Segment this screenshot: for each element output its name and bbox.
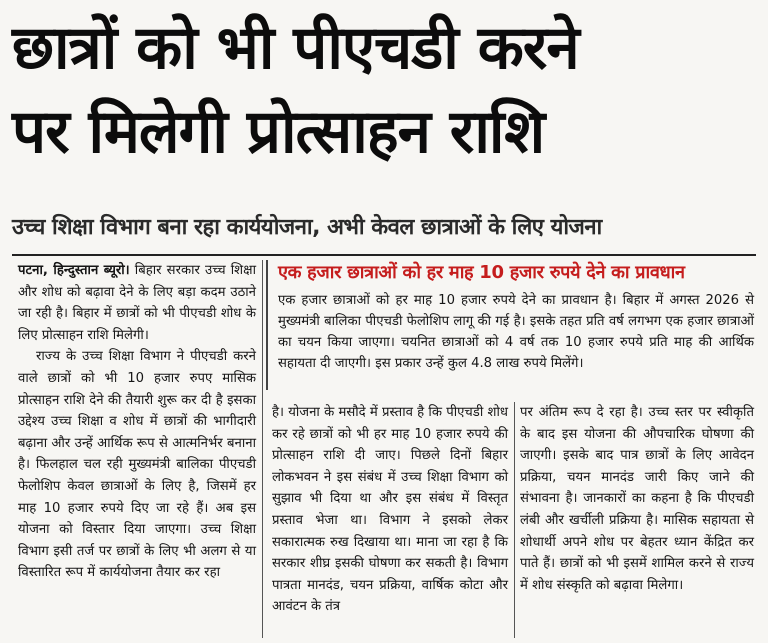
headline	[12, 6, 756, 174]
highlight-box-body: एक हजार छात्राओं को हर माह 10 हजार रुपये देने का प्रावधान है। बिहार में अगस्त 2026 से मुख्यमंत्री बालिका पीएचडी फेलोशिप लागू की गई है। इसके तहत प्रति वर्ष लगभग एक हजार छात्राओं का चयन किया जाएगा। चयनित छात्राओं को 4 वर्ष तक 10 हजार रुपये प्रति माह की आर्थिक सहायता दी जाएगी। इस प्रकार उन्हें कुल 4.8 लाख रुपये मिलेंगे।	[278, 293, 754, 371]
article-paragraph-2: राज्य के उच्च शिक्षा विभाग ने पीएचडी करने वाले छात्रों को भी 10 हजार रुपए मासिक प्रोत्साहन राशि देने की तैयारी शुरू कर दी है इसका उद्देश्य उच्च शिक्षा व शोध में छात्रों की भागीदारी बढ़ाना और उन्हें आर्थिक रूप से आत्मनिर्भर बनाना है। फिलहाल चल रही मुख्यमंत्री बालिका पीएचडी फेलोशिप केवल छात्राओं के लिए है, जिसमें हर माह 10 हजार रुपये दिए जा रहे हैं। अब इस योजना को विस्तार दिया जाएगा। उच्च शिक्षा विभाग इसी तर्ज पर छात्रों के लिए भी अलग से या विस्तारित रूप में कार्ययोजना तैयार कर रहा	[18, 349, 256, 581]
dateline: पटना, हिन्दुस्तान ब्यूरो।	[18, 263, 130, 278]
article-column-3	[520, 402, 754, 596]
article-column-2	[272, 402, 508, 618]
subheadline: उच्च शिक्षा विभाग बना रहा कार्ययोजना, अभी केवल छात्राओं के लिए योजना	[12, 215, 602, 240]
paragraph-1-text: बिहार सरकार उच्च शिक्षा और शोध को बढ़ावा देने के लिए बड़ा कदम उठाने जा रही है। बिहार में छात्रों को भी पीएचडी शोध के लिए प्रोत्साहन राशि मिलेगी।	[18, 263, 256, 343]
article-paragraph-1	[18, 260, 256, 346]
article-column-1	[18, 260, 256, 584]
article-column-2-text: है। योजना के मसौदे में प्रस्ताव है कि पीएचडी शोध कर रहे छात्रों को भी हर माह 10 हजार रुपये की प्रोत्साहन राशि दी जाए। पिछले दिनों बिहार लोकभवन ने इस संबंध में उच्च शिक्षा विभाग को सुझाव भी दिया था और इस संबंध में विस्तृत प्रस्ताव भेजा था। विभाग ने इसको लेकर सकारात्मक रुख दिखाया था। माना जा रहा है कि सरकार शीघ्र इसकी घोषणा कर सकती है। विभाग पात्रता मानदंड, चयन प्रक्रिया, वार्षिक कोटा और आवंटन के तंत्र	[272, 405, 508, 615]
headline-line-1: छात्रों को भी पीएचडी करने	[12, 13, 579, 83]
headline-line-2: पर मिलेगी प्रोत्साहन राशि	[12, 97, 545, 167]
column-divider-2	[514, 402, 515, 638]
article-column-3-text: पर अंतिम रूप दे रहा है। उच्च स्तर पर स्वीकृति के बाद इस योजना की औपचारिक घोषणा की जाएगी। इसके बाद पात्र छात्रों के लिए आवेदन प्रक्रिया, चयन मानदंड जारी किए जाने की संभावना है। जानकारों का कहना है कि पीएचडी लंबी और खर्चीली प्रक्रिया है। मासिक सहायता से शोधार्थी अपने शोध पर बेहतर ध्यान केंद्रित कर पाते हैं। छात्रों को भी इसमें शामिल करने से राज्य में शोध संस्कृति को बढ़ावा मिलेगा।	[520, 405, 754, 593]
highlight-box-title: एक हजार छात्राओं को हर माह 10 हजार रुपये देने का प्रावधान	[278, 262, 685, 283]
divider-rule	[12, 254, 756, 256]
column-divider-1	[262, 260, 263, 638]
highlight-box	[266, 260, 754, 390]
